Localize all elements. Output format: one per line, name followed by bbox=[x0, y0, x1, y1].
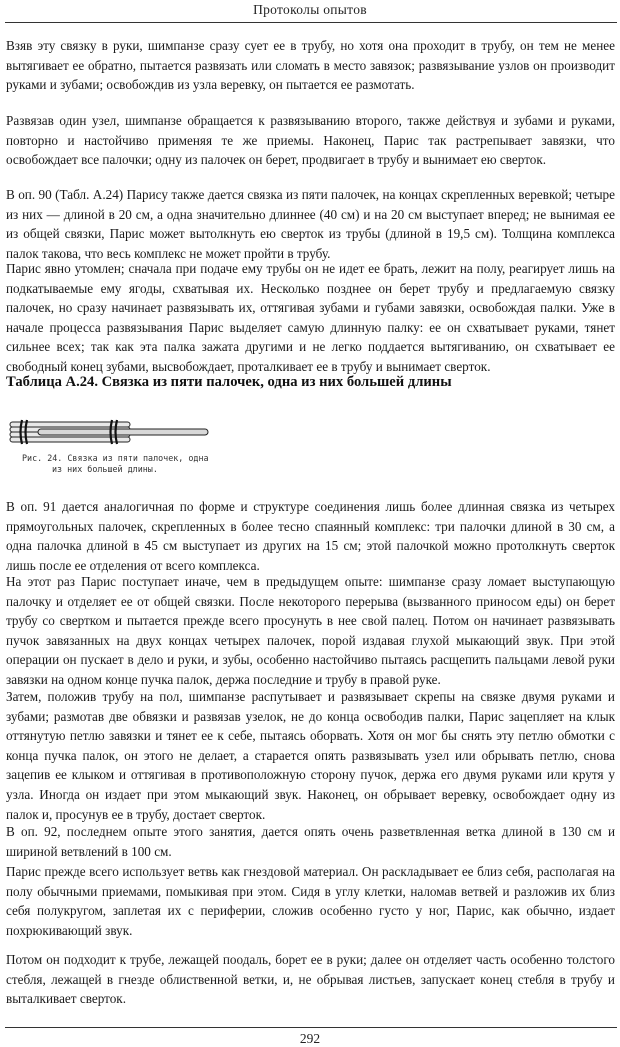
header-rule bbox=[5, 22, 617, 23]
running-head: Протоколы опытов bbox=[253, 2, 367, 17]
section-heading: Таблица А.24. Связка из пяти палочек, одна из них большей длины bbox=[6, 374, 452, 390]
paragraph-5: В оп. 91 дается аналогичная по форме и структуре соединения лишь более длинная связка из четырех прямоугольных палочек, скрепленных в более тесно спаянный комплекс: три палочки длиной в 30 см, а одна палочка длиной в 45 см выступает из других на 15 см; этой палочкой можно протолкнуть сверток лишь после ее отделения от всего комплекса. bbox=[6, 499, 615, 573]
paragraph-6: На этот раз Парис поступает иначе, чем в предыдущем опыте: шимпанзе сразу ломает выступающую палочку и отделяет ее от общей связки. После некоторого перерыва (вызванного приносом еды) он берет трубу со свертком и пытается прежде всего просунуть в нее свой палец. Потом он начинает развязывать пучок завязанных на двух концах четырех палочек, порой издавая глухой мыкающий звук. При этой операции он пускает в дело и руки, и зубы, особенно настойчиво пытаясь расщепить пальцами левой руки завязки на одном конце пучка палок, держа последние и трубу в правой руке. bbox=[6, 574, 615, 687]
stick-long bbox=[38, 429, 208, 435]
paragraph-10: Потом он подходит к трубе, лежащей поодаль, борет ее в руки; далее он отделяет часть особенно толстого стебля, лежащей в гнезде облиственной ветки, и, не обрывая листьев, запускает конец стебля в трубу и выталкивает сверток. bbox=[6, 952, 615, 1007]
paragraph-2: Развязав один узел, шимпанзе обращается к развязыванию второго, также действуя и зубами и руками, повторно и настойчиво применяя те же приемы. Наконец, Парис так растрепывает завязки, что освобождает все палочки; одну из палочек он берет, продвигает в трубу и вынимает ею сверток. bbox=[6, 113, 615, 168]
footer-rule bbox=[5, 1027, 617, 1028]
paragraph-4: Парис явно утомлен; сначала при подаче ему трубы он не идет ее брать, лежит на полу, реагирует лишь на подкатываемые ему ягоды, схватывая их. Несколько позднее он берет трубу и предлагаемую связку палочек, но сразу начинает развязывать их, оттягивая зубами и губами завязки, освобождая палки. Уже в начале процесса развязывания Парис выделяет самую длинную палку: ее он схватывает руками, тянет сильнее всех; так как эта палка зажата другими и не легко поддается вытягиванию, он схватывает ее свободный конец зубами, высвобождает, проталкивает ее в трубу и вынимает сверток. bbox=[6, 261, 615, 374]
paragraph-8: В оп. 92, последнем опыте этого занятия, дается опять очень разветвленная ветка длиной в 130 см и шириной ветвлений в 100 см. bbox=[6, 824, 615, 859]
paragraph-7: Затем, положив трубу на пол, шимпанзе распутывает и развязывает скрепы на связке двумя руками и зубами; размотав две обвязки и развязав узелок, не до конца освободив палки, Парис зацепляет на клык оттянутую петлю завязки и тянет ее к себе, пытаясь оборвать. Хотя он мог бы снять эту петлю обмотки с конца пучка палок, он этого не делает, а старается опять развязывать узел или обрывать петлю, снова зацепив ее клыком и оттягивая в противоположную сторону пучок, держа его двумя руками или крутя у узла. Иногда он издает при этом мыкающий звук. Наконец, он обрывает веревку, освобождает одну из палок и, просунув ее в трубу, достает сверток. bbox=[6, 689, 615, 822]
page-number: 292 bbox=[299, 1031, 321, 1046]
paragraph-9: Парис прежде всего использует ветвь как гнездовой материал. Он раскладывает ее близ себя, располагая на полу обычными приемами, помыкивая при этом. Сидя в углу клетки, наломав ветвей и разложив их близ себя полукругом, заплетая их с периферии, сложив особенно густо у ног, Парис, как обычно, издает похрюкивающий звук. bbox=[6, 864, 615, 938]
figure-caption: Рис. 24. Связка из пяти палочек, одна из них большей длины. bbox=[22, 453, 209, 474]
paragraph-3: В оп. 90 (Табл. А.24) Парису также дается связка из пяти палочек, на концах скрепленных веревкой; четыре из них — длиной в 20 см, а одна значительно длиннее (40 см) и на 20 см выступает вперед; не вынимая ее из общей связки, Парис может вытолкнуть ею сверток из трубы (длиной в 19,5 см). Толщина комплекса палок такова, что весь комплекс не может пройти в трубу. bbox=[6, 187, 615, 261]
paragraph-1: Взяв эту связку в руки, шимпанзе сразу сует ее в трубу, но хотя она проходит в трубу, он тем не менее вытягивает ее обратно, пытается развязать или сломать в место завязок; развязывание узлов он производит руками и зубами; освобождив из узла веревку, он пытается ее размотать. bbox=[6, 38, 615, 93]
